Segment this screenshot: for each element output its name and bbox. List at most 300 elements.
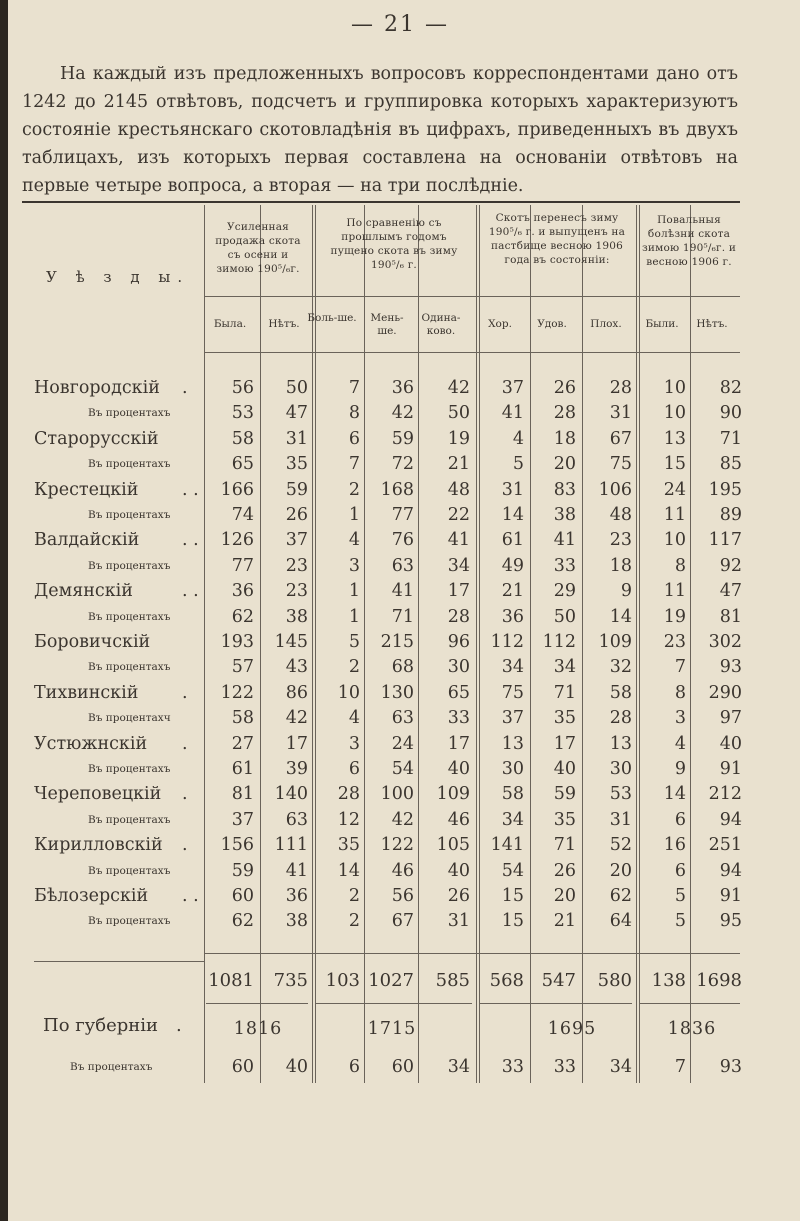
table-cell: 15 (501, 911, 524, 932)
table-cell: 77 (391, 505, 414, 525)
table-cell: 23 (609, 530, 632, 551)
table-cell: 60 (231, 886, 254, 906)
table-cell: 145 (274, 632, 308, 652)
percent-row-label: Въ процентахъ (88, 661, 171, 674)
table-cell: 49 (501, 555, 524, 576)
table-cell: 56 (231, 378, 254, 398)
total-cell: 103 (325, 970, 360, 991)
table-cell: 12 (337, 809, 360, 830)
table-cell: 2 (348, 911, 360, 932)
table-cell: 15 (501, 886, 524, 906)
table-cell: 33 (553, 555, 576, 576)
table-cell: 195 (708, 479, 742, 500)
table-cell: 46 (391, 860, 414, 881)
province-percent-cell: 6 (348, 1057, 360, 1077)
total-cell: 1698 (696, 970, 742, 991)
table-cell: 19 (447, 428, 470, 449)
table-cell: 28 (609, 708, 632, 729)
table-cell: 1 (348, 505, 360, 525)
table-cell: 63 (285, 809, 308, 830)
table-cell: 30 (447, 657, 470, 678)
table-cell: 50 (285, 378, 308, 398)
table-cell: 215 (380, 632, 414, 652)
table-cell: 4 (348, 708, 360, 729)
province-label: По губернiи (43, 1015, 159, 1036)
table-cell: 77 (231, 555, 254, 576)
table-cell: 40 (447, 759, 470, 779)
table-cell: 24 (391, 733, 414, 754)
table-cell: 65 (231, 454, 254, 475)
table-cell: 92 (719, 555, 742, 576)
table-cell: 81 (719, 606, 742, 627)
table-cell: 36 (391, 378, 414, 398)
district-name: Тихвинскiй . (34, 682, 188, 703)
table-cell: 85 (719, 454, 742, 475)
table-cell: 74 (231, 505, 254, 525)
total-cell: 138 (651, 970, 686, 991)
table-cell: 35 (553, 809, 576, 830)
table-cell: 7 (674, 657, 686, 678)
table-cell: 38 (553, 505, 576, 525)
table-cell: 95 (719, 911, 742, 932)
table-cell: 48 (447, 479, 470, 500)
table-cell: 23 (285, 581, 308, 602)
column-subheader: Одина-ково. (421, 312, 461, 337)
table-cell: 9 (674, 759, 686, 779)
total-cell: 1081 (208, 970, 254, 991)
total-cell: 580 (597, 970, 632, 991)
district-name: Кирилловскiй . (34, 835, 188, 856)
total-cell: 547 (541, 970, 576, 991)
table-cell: 4 (512, 428, 524, 449)
table-cell: 83 (553, 479, 576, 500)
leader-dots: . . (182, 530, 199, 551)
table-cell: 21 (447, 454, 470, 475)
leader-dots: . (182, 682, 188, 703)
table-cell: 17 (553, 733, 576, 754)
table-cell: 31 (501, 479, 524, 500)
column-subheader: Плох. (590, 318, 622, 330)
percent-row-label: Въ процентахъ (88, 559, 171, 572)
table-cell: 302 (708, 632, 742, 652)
table-cell: 41 (553, 530, 576, 551)
table-cell: 61 (231, 759, 254, 779)
leader-dots: . (182, 378, 188, 398)
table-cell: 109 (598, 632, 632, 652)
table-cell: 40 (553, 759, 576, 779)
leader-dots: . (182, 835, 188, 856)
table-cell: 37 (501, 378, 524, 398)
table-cell: 17 (447, 581, 470, 602)
province-percent-cell: 33 (553, 1057, 576, 1077)
table-cell: 38 (285, 606, 308, 627)
table-cell: 94 (719, 809, 742, 830)
percent-row-label: Въ процентахъ (88, 915, 171, 928)
leader-dots: . (182, 733, 188, 754)
table-cell: 100 (380, 784, 414, 805)
table-cell: 28 (553, 403, 576, 424)
province-percent-cell: 40 (285, 1057, 308, 1077)
leader-dots: . . (182, 886, 199, 906)
table-cell: 86 (285, 682, 308, 703)
table-cell: 109 (436, 784, 470, 805)
table-cell: 31 (609, 403, 632, 424)
table-cell: 30 (609, 759, 632, 779)
province-percent-cell: 34 (447, 1057, 470, 1077)
table-cell: 54 (501, 860, 524, 881)
table-cell: 76 (391, 530, 414, 551)
table-cell: 59 (553, 784, 576, 805)
table-cell: 57 (231, 657, 254, 678)
table-cell: 39 (285, 759, 308, 779)
table-cell: 7 (348, 378, 360, 398)
table-cell: 6 (348, 428, 360, 449)
table-cell: 117 (708, 530, 742, 551)
table-cell: 14 (337, 860, 360, 881)
table-cell: 37 (501, 708, 524, 729)
table-cell: 13 (501, 733, 524, 754)
table-cell: 33 (447, 708, 470, 729)
table-cell: 59 (231, 860, 254, 881)
table-cell: 166 (220, 479, 254, 500)
table-cell: 112 (490, 632, 524, 652)
column-subheader: Были. (645, 318, 679, 330)
table-cell: 36 (231, 581, 254, 602)
table-cell: 72 (391, 454, 414, 475)
column-subheader: Нѣтъ. (268, 318, 300, 330)
group-header: Скотъ перенесъ зиму 190⁵/₆ г. и выпущенъ на пастбище весною 1906 года въ состоянiи: (488, 212, 626, 266)
leader-dots: . (182, 784, 188, 805)
table-cell: 42 (447, 378, 470, 398)
table-cell: 6 (348, 759, 360, 779)
table-cell: 4 (674, 733, 686, 754)
province-dot: . (176, 1015, 182, 1036)
district-name: Устюжнскiй . (34, 733, 188, 754)
table-cell: 50 (553, 606, 576, 627)
group-sum: 1836 (667, 1019, 717, 1039)
district-name: Валдайскiй . . (34, 530, 199, 551)
group-header: По сравненiю съ прошлымъ годомъ пущено скота въ зиму 190⁵/₆ г. (330, 217, 458, 271)
table-cell: 14 (609, 606, 632, 627)
table-cell: 290 (708, 682, 742, 703)
table-cell: 71 (719, 428, 742, 449)
table-cell: 18 (553, 428, 576, 449)
table-cell: 1 (348, 581, 360, 602)
uezdy-header: У ѣ з д ы. (46, 268, 190, 286)
table-cell: 40 (447, 860, 470, 881)
province-percent-cell: 34 (609, 1057, 632, 1077)
percent-row-label: Въ процентахъ (88, 813, 171, 826)
table-cell: 5 (348, 632, 360, 652)
table-cell: 35 (285, 454, 308, 475)
table-cell: 63 (391, 555, 414, 576)
table-cell: 67 (609, 428, 632, 449)
table-cell: 94 (719, 860, 742, 881)
table-cell: 50 (447, 403, 470, 424)
table-cell: 58 (231, 708, 254, 729)
percent-row-label: Въ процентахч (88, 712, 171, 725)
table-cell: 9 (620, 581, 632, 602)
table-cell: 43 (285, 657, 308, 678)
table-cell: 141 (490, 835, 524, 856)
table-cell: 13 (663, 428, 686, 449)
table-cell: 122 (380, 835, 414, 856)
district-name: Новгородскiй . (34, 378, 188, 398)
table-cell: 126 (220, 530, 254, 551)
table-cell: 62 (609, 886, 632, 906)
table-cell: 52 (609, 835, 632, 856)
table-cell: 71 (553, 835, 576, 856)
table-cell: 28 (337, 784, 360, 805)
table-cell: 6 (674, 860, 686, 881)
page-number: — 21 — (351, 12, 449, 37)
table-cell: 75 (501, 682, 524, 703)
table-cell: 47 (285, 403, 308, 424)
table-cell: 34 (553, 657, 576, 678)
percent-row-label: Въ процентахъ (88, 407, 171, 420)
table-cell: 67 (391, 911, 414, 932)
table-cell: 58 (501, 784, 524, 805)
province-percent-label: Въ процентахъ (70, 1061, 153, 1073)
total-cell: 1027 (368, 970, 414, 991)
table-cell: 3 (674, 708, 686, 729)
table-cell: 71 (391, 606, 414, 627)
totals-rule (204, 953, 740, 954)
total-cell: 735 (273, 970, 308, 991)
table-cell: 26 (553, 378, 576, 398)
table-cell: 27 (231, 733, 254, 754)
table-cell: 96 (447, 632, 470, 652)
column-subheader: Боль-ше. (307, 312, 357, 324)
table-cell: 93 (719, 657, 742, 678)
table-cell: 97 (719, 708, 742, 729)
totals-rule-left (34, 961, 204, 962)
table-cell: 53 (231, 403, 254, 424)
table-cell: 81 (231, 784, 254, 805)
province-percent-cell: 60 (391, 1057, 414, 1077)
table-top-rule (22, 201, 740, 203)
table-cell: 23 (285, 555, 308, 576)
table-cell: 82 (719, 378, 742, 398)
province-percent-cell: 93 (719, 1057, 742, 1077)
table-cell: 1 (348, 606, 360, 627)
table-cell: 59 (391, 428, 414, 449)
table-cell: 24 (663, 479, 686, 500)
table-cell: 8 (674, 555, 686, 576)
table-cell: 31 (447, 911, 470, 932)
table-cell: 26 (285, 505, 308, 525)
table-cell: 130 (380, 682, 414, 703)
table-cell: 28 (609, 378, 632, 398)
table-cell: 105 (436, 835, 470, 856)
table-cell: 2 (348, 657, 360, 678)
table-cell: 20 (553, 886, 576, 906)
table-cell: 54 (391, 759, 414, 779)
table-cell: 10 (663, 378, 686, 398)
table-cell: 35 (337, 835, 360, 856)
table-cell: 90 (719, 403, 742, 424)
table-cell: 10 (663, 530, 686, 551)
table-cell: 31 (609, 809, 632, 830)
column-subheader: Мень-ше. (370, 312, 404, 337)
table-cell: 11 (663, 581, 686, 602)
column-rule (690, 205, 691, 1083)
table-cell: 11 (663, 505, 686, 525)
table-cell: 62 (231, 911, 254, 932)
book-spine-edge (0, 0, 8, 1221)
table-cell: 36 (501, 606, 524, 627)
table-cell: 5 (674, 911, 686, 932)
table-cell: 64 (609, 911, 632, 932)
table-cell: 20 (553, 454, 576, 475)
table-cell: 3 (348, 733, 360, 754)
table-cell: 58 (231, 428, 254, 449)
group-sum: 1816 (233, 1019, 283, 1039)
table-cell: 59 (285, 479, 308, 500)
table-cell: 251 (708, 835, 742, 856)
header-bottom-rule (204, 352, 740, 353)
table-cell: 91 (719, 886, 742, 906)
table-cell: 16 (663, 835, 686, 856)
column-subheader: Нѣтъ. (696, 318, 728, 330)
table-cell: 61 (501, 530, 524, 551)
group-brace (480, 1003, 632, 1004)
table-cell: 7 (348, 454, 360, 475)
district-name: Старорусскiй (34, 428, 159, 449)
table-cell: 36 (285, 886, 308, 906)
column-rule (204, 205, 205, 1083)
table-cell: 6 (674, 809, 686, 830)
group-sum: 1715 (367, 1019, 417, 1039)
table-cell: 19 (663, 606, 686, 627)
column-rule (582, 205, 583, 1083)
table-cell: 17 (447, 733, 470, 754)
table-cell: 41 (285, 860, 308, 881)
table-cell: 29 (553, 581, 576, 602)
table-cell: 62 (231, 606, 254, 627)
table-cell: 26 (553, 860, 576, 881)
district-name: Боровичскiй (34, 632, 151, 652)
table-cell: 5 (512, 454, 524, 475)
table-cell: 112 (542, 632, 576, 652)
percent-row-label: Въ процентахъ (88, 763, 171, 775)
table-cell: 4 (348, 530, 360, 551)
table-cell: 156 (220, 835, 254, 856)
group-header: Усиленная продажа скота съ осени и зимою 190⁵/₆г. (215, 221, 301, 275)
percent-row-label: Въ процентахъ (88, 458, 171, 471)
table-cell: 111 (274, 835, 308, 856)
table-cell: 34 (447, 555, 470, 576)
table-cell: 168 (380, 479, 414, 500)
table-cell: 106 (598, 479, 632, 500)
table-cell: 71 (553, 682, 576, 703)
district-name: Крестецкiй . . (34, 479, 199, 500)
province-percent-cell: 7 (674, 1057, 686, 1077)
table-cell: 21 (553, 911, 576, 932)
table-cell: 21 (501, 581, 524, 602)
table-cell: 10 (663, 403, 686, 424)
table-cell: 2 (348, 479, 360, 500)
group-brace (640, 1003, 740, 1004)
table-cell: 20 (609, 860, 632, 881)
total-cell: 568 (489, 970, 524, 991)
table-cell: 41 (391, 581, 414, 602)
table-cell: 32 (609, 657, 632, 678)
group-header: Повальныя болѣзни скота зимою 190⁵/₆г. и весною 1906 г. (641, 214, 737, 268)
table-cell: 42 (391, 809, 414, 830)
column-subheader: Была. (213, 318, 247, 330)
percent-row-label: Въ процентахъ (88, 864, 171, 877)
table-cell: 22 (447, 505, 470, 525)
table-cell: 122 (220, 682, 254, 703)
district-name: Череповецкiй . (34, 784, 188, 805)
leader-dots: . . (182, 581, 199, 602)
subheader-rule (204, 296, 740, 297)
table-cell: 31 (285, 428, 308, 449)
table-cell: 140 (274, 784, 308, 805)
table-cell: 30 (501, 759, 524, 779)
table-cell: 35 (553, 708, 576, 729)
table-cell: 37 (231, 809, 254, 830)
table-cell: 10 (337, 682, 360, 703)
province-percent-cell: 33 (501, 1057, 524, 1077)
table-cell: 8 (674, 682, 686, 703)
column-subheader: Удов. (537, 318, 567, 330)
column-subheader: Хор. (488, 318, 512, 330)
table-cell: 65 (447, 682, 470, 703)
percent-row-label: Въ процентахъ (88, 509, 171, 521)
table-cell: 26 (447, 886, 470, 906)
table-cell: 68 (391, 657, 414, 678)
group-sum: 1695 (547, 1019, 597, 1039)
table-cell: 15 (663, 454, 686, 475)
total-cell: 585 (435, 970, 470, 991)
district-name: Бѣлозерскiй . . (34, 886, 199, 906)
table-cell: 212 (708, 784, 742, 805)
percent-row-label: Въ процентахъ (88, 610, 171, 623)
table-cell: 5 (674, 886, 686, 906)
table-cell: 13 (609, 733, 632, 754)
table-cell: 40 (719, 733, 742, 754)
table-cell: 8 (348, 403, 360, 424)
table-cell: 38 (285, 911, 308, 932)
table-cell: 17 (285, 733, 308, 754)
table-cell: 42 (285, 708, 308, 729)
table-cell: 42 (391, 403, 414, 424)
table-cell: 18 (609, 555, 632, 576)
table-cell: 14 (663, 784, 686, 805)
table-cell: 41 (447, 530, 470, 551)
district-name: Демянскiй . . (34, 581, 199, 602)
table-cell: 46 (447, 809, 470, 830)
table-cell: 53 (609, 784, 632, 805)
table-cell: 47 (719, 581, 742, 602)
leader-dots: . . (182, 479, 199, 500)
table-cell: 34 (501, 657, 524, 678)
table-cell: 58 (609, 682, 632, 703)
table-cell: 14 (501, 505, 524, 525)
group-brace (206, 1003, 308, 1004)
intro-paragraph: На каждый изъ предложенныхъ вопросовъ корреспондентами дано отъ 1242 до 2145 отвѣтовъ, подсчетъ и группировка которыхъ характеризуютъ состоянiе крестьянскаго скотовладѣнiя въ цифрахъ, приведенныхъ въ двухъ таблицахъ, изъ которыхъ первая составлена на основанiи отвѣтовъ на первые четыре вопроса, а вторая — на три послѣднiе. (22, 64, 738, 196)
province-percent-cell: 60 (231, 1057, 254, 1077)
table-cell: 3 (348, 555, 360, 576)
table-cell: 28 (447, 606, 470, 627)
table-cell: 41 (501, 403, 524, 424)
table-cell: 34 (501, 809, 524, 830)
table-cell: 23 (663, 632, 686, 652)
table-cell: 37 (285, 530, 308, 551)
table-cell: 48 (609, 505, 632, 525)
